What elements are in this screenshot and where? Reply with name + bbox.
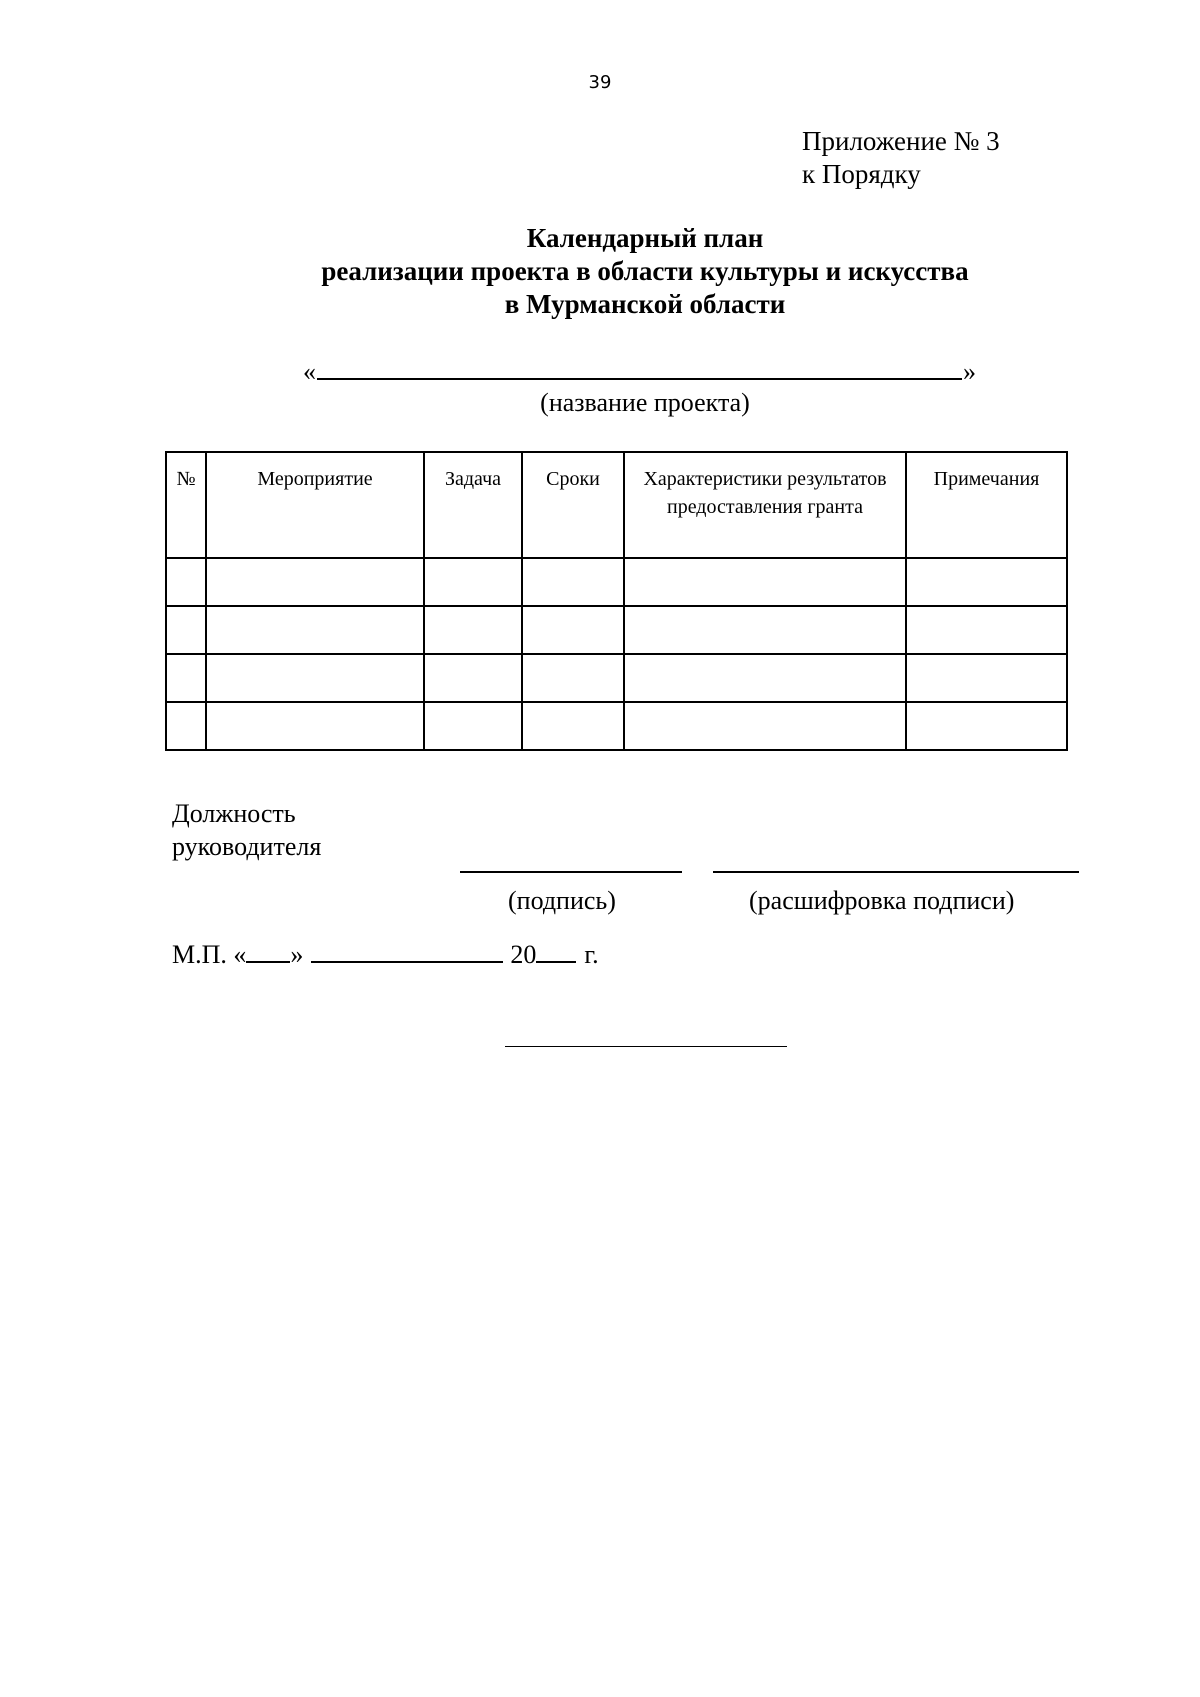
table-row [166,654,1067,702]
table-row [166,558,1067,606]
month-blank [311,941,503,963]
header-notes: Примечания [906,452,1067,558]
table-cell [424,702,522,750]
table-cell [624,654,906,702]
header-results: Характеристики результатов предоставления гранта [624,452,906,558]
position-line-2: руководителя [172,832,322,861]
table-cell [206,558,424,606]
day-blank [246,941,290,963]
table-cell [906,654,1067,702]
appendix-line-2: к Порядку [802,159,921,189]
table-row [166,606,1067,654]
project-name-caption: (название проекта) [540,388,750,417]
table-cell [166,654,206,702]
table-cell [206,654,424,702]
table-cell [624,702,906,750]
appendix-note [802,125,1000,191]
table-cell [624,558,906,606]
signature-decode-caption: (расшифровка подписи) [749,886,1015,915]
project-name-field [303,356,976,387]
header-task: Задача [424,452,522,558]
calendar-plan-table [165,451,1068,751]
title-line-3: в Мурманской области [504,289,786,319]
stamp-quote-close: » [290,940,304,969]
stamp-prefix: М.П. « [172,940,247,969]
table-cell [206,702,424,750]
year-prefix: 20 [510,940,537,969]
table-cell [522,606,624,654]
stamp-date-line [172,940,599,970]
project-name-blank [317,356,962,380]
signature-blank [460,871,682,873]
table-cell [166,702,206,750]
table-cell [424,654,522,702]
table-cell [522,654,624,702]
end-divider [505,1046,787,1047]
table-cell [522,558,624,606]
header-event: Мероприятие [206,452,424,558]
page-number: 39 [588,72,612,93]
table-cell [424,558,522,606]
table-cell [624,606,906,654]
signature-decode-blank [713,871,1079,873]
table-header-row [166,452,1067,558]
table-row [166,702,1067,750]
close-quote: » [963,357,976,386]
table-cell [166,558,206,606]
position-line-1: Должность [172,799,296,828]
open-quote: « [303,357,316,386]
table-cell [166,606,206,654]
title-line-2: реализации проекта в области культуры и искусства [321,256,969,286]
appendix-line-1: Приложение № 3 [802,126,1000,156]
signature-caption: (подпись) [508,886,616,915]
title-line-1: Календарный план [526,223,764,253]
table-cell [206,606,424,654]
header-dates: Сроки [522,452,624,558]
year-suffix: г. [584,940,599,969]
head-position-label [172,797,321,863]
table-cell [906,702,1067,750]
table-cell [906,558,1067,606]
document-title [0,222,1200,321]
table-cell [522,702,624,750]
header-number: № [166,452,206,558]
year-blank [536,941,576,963]
table-cell [906,606,1067,654]
table-cell [424,606,522,654]
